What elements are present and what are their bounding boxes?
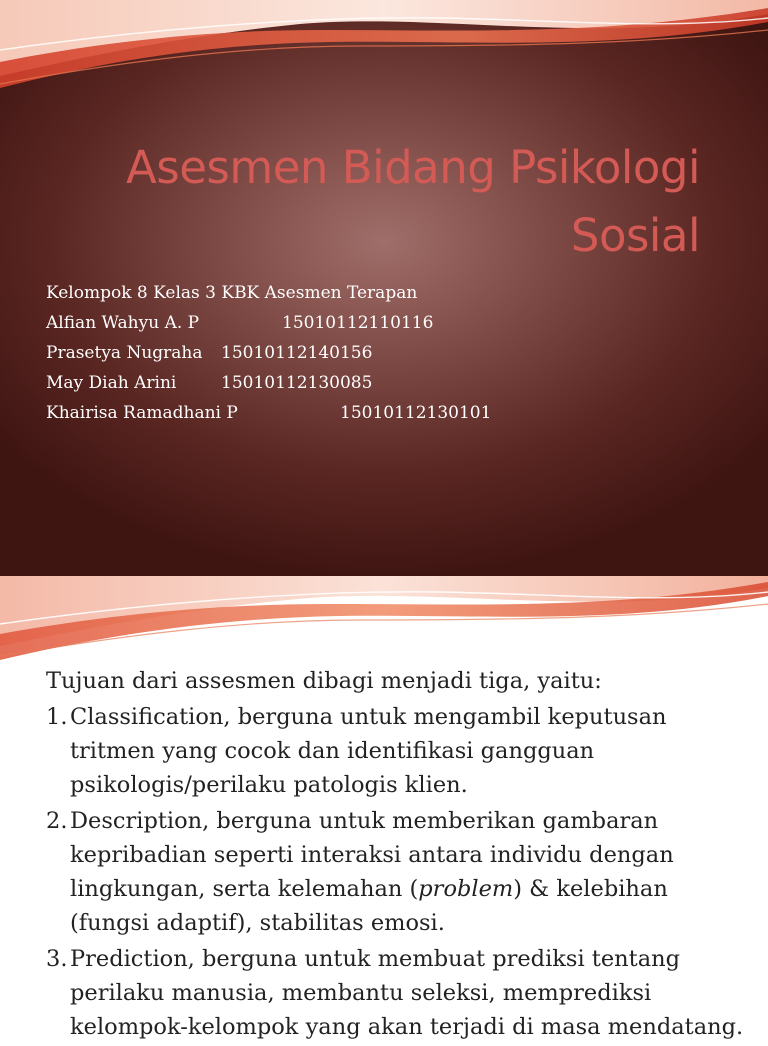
group-label: Kelompok 8 Kelas 3 KBK Asesmen Terapan — [46, 283, 418, 303]
title-line-1: Asesmen Bidang Psikologi — [126, 141, 700, 194]
item-number: 3. — [46, 946, 68, 972]
member-name: Prasetya Nugraha — [46, 343, 203, 363]
list-item — [46, 804, 746, 940]
decorative-swoosh-top — [0, 0, 768, 90]
member-name: Alfian Wahyu A. P — [46, 313, 200, 333]
item-text: Classification, berguna untuk mengambil keputusan tritmen yang cocok dan identifikasi gangguan psikologis/perilaku patologis klien. — [70, 704, 667, 798]
member-id: 15010112130101 — [340, 403, 492, 423]
slide-2 — [0, 576, 768, 1040]
objective-list — [46, 700, 746, 1044]
member-row — [46, 368, 706, 398]
list-item — [46, 942, 746, 1044]
intro-text: Tujuan dari assesmen dibagi menjadi tiga, yaitu: — [46, 668, 602, 694]
member-id: 15010112110116 — [282, 313, 434, 333]
member-id: 15010112130085 — [221, 373, 373, 393]
member-row — [46, 398, 706, 428]
member-name: May Diah Arini — [46, 373, 177, 393]
item-text: Prediction, berguna untuk membuat prediksi tentang perilaku manusia, membantu seleksi, memprediksi kelompok-kelompok yang akan terjadi di masa mendatang. — [70, 946, 744, 1040]
member-name: Khairisa Ramadhani P — [46, 403, 238, 423]
member-id: 15010112140156 — [221, 343, 373, 363]
title-line-2: Sosial — [570, 208, 700, 262]
slide-body — [46, 664, 746, 1046]
slide-title — [40, 134, 700, 269]
decorative-swoosh-top — [0, 576, 768, 666]
item-text: Description, berguna untuk memberikan gambaran kepribadian seperti interaksi antara individu dengan lingkungan, serta kelemahan (problem) & kelebihan (fungsi adaptif), stabilitas emosi. — [70, 808, 674, 936]
member-row — [46, 308, 706, 338]
group-info — [46, 278, 706, 428]
list-item — [46, 700, 746, 802]
italic-term: problem — [418, 876, 514, 902]
item-number: 2. — [46, 808, 68, 834]
member-row — [46, 338, 706, 368]
item-number: 1. — [46, 704, 68, 730]
